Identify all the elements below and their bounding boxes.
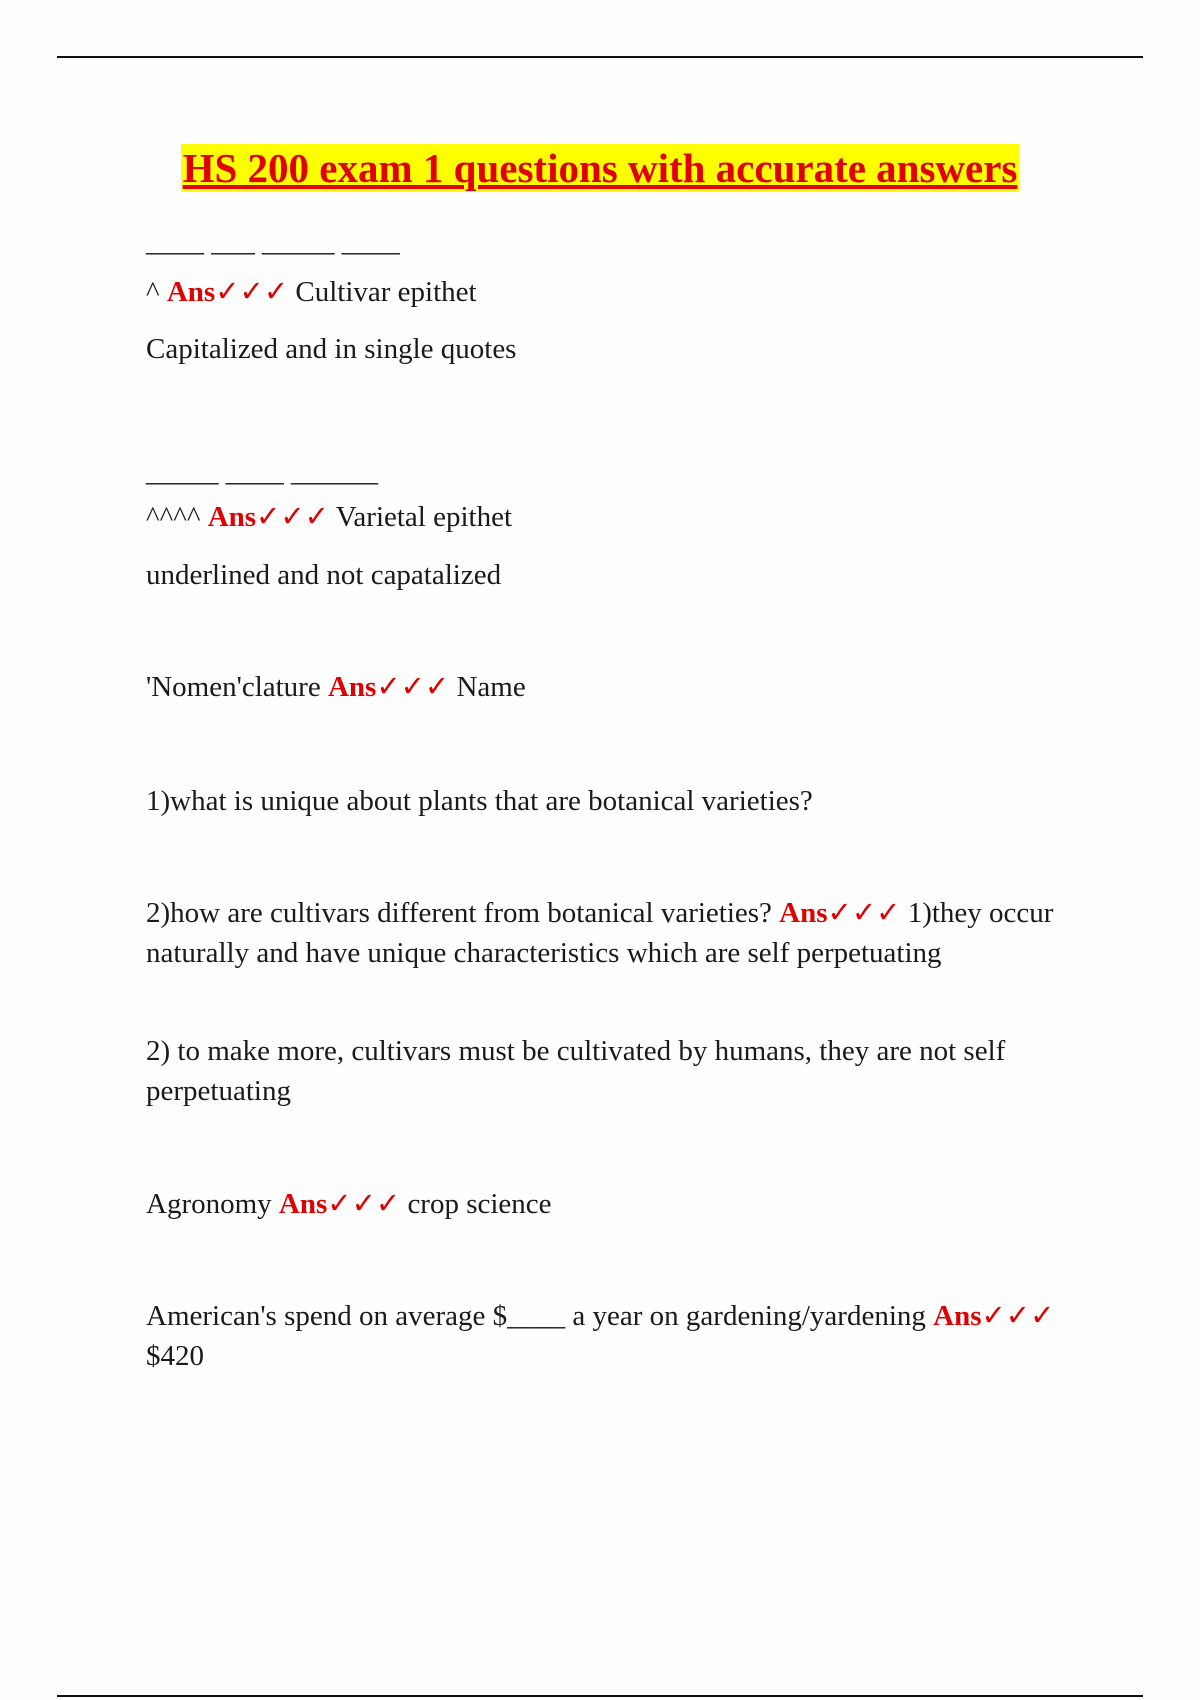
ans-label: Ans <box>278 1188 328 1220</box>
item-5 <box>146 893 1086 973</box>
answer-text: $420 <box>146 1340 204 1372</box>
answer-1-extra <box>146 329 1086 369</box>
answer-text: 1)they occur naturally and have unique characteristics which are self perpetuating <box>146 897 1054 969</box>
answer-prefix: ^ <box>146 276 160 308</box>
answer-2 <box>146 497 1086 537</box>
item-3 <box>146 667 1086 707</box>
question-text: 2)how are cultivars different from botanical varieties? <box>146 897 772 929</box>
question-text: 'Nomen'clature <box>146 671 321 703</box>
question-text: 1)what is unique about plants that are botanical varieties? <box>146 785 813 817</box>
item-7 <box>146 1296 1086 1376</box>
check-marks-icon: ✓✓✓ <box>256 501 329 533</box>
answer-text: Cultivar epithet <box>295 276 477 308</box>
ans-label: Ans <box>327 671 377 703</box>
answer-text: crop science <box>407 1188 552 1220</box>
answer-text: Name <box>456 671 526 703</box>
item-4 <box>146 781 1086 821</box>
question-text: American's spend on average $____ a year on gardening/yardening <box>146 1300 926 1332</box>
answer-extra-text: Capitalized and in single quotes <box>146 333 517 365</box>
ans-label: Ans <box>166 276 216 308</box>
title-container <box>0 144 1200 192</box>
answer-extra-text: underlined and not capatalized <box>146 559 502 591</box>
answer-1 <box>146 272 1086 312</box>
item-6 <box>146 1184 1086 1224</box>
answer-2-extra <box>146 555 1086 595</box>
top-rule <box>57 56 1143 58</box>
ans-label: Ans <box>779 897 828 929</box>
answer-extra-text: 2) to make more, cultivars must be cultivated by humans, they are not self perpetuating <box>146 1035 1006 1107</box>
question-text: ____ ___ _____ ____ <box>146 226 400 258</box>
item-5-extra <box>146 1031 1086 1111</box>
check-marks-icon: ✓✓✓ <box>215 276 289 308</box>
document-title: HS 200 exam 1 questions with accurate answers <box>182 145 1018 191</box>
question-1 <box>146 222 1086 262</box>
question-text: _____ ____ ______ <box>146 456 378 488</box>
bottom-rule <box>57 1695 1143 1697</box>
ans-label: Ans <box>933 1300 982 1332</box>
check-marks-icon: ✓✓✓ <box>376 671 450 703</box>
ans-label: Ans <box>207 501 257 533</box>
question-text: Agronomy <box>146 1188 272 1220</box>
question-2 <box>146 452 1086 492</box>
answer-prefix: ^^^^ <box>146 501 201 533</box>
check-marks-icon: ✓✓✓ <box>827 897 901 929</box>
check-marks-icon: ✓✓✓ <box>327 1188 401 1220</box>
answer-text: Varietal epithet <box>335 501 513 533</box>
check-marks-icon: ✓✓✓ <box>981 1300 1055 1332</box>
